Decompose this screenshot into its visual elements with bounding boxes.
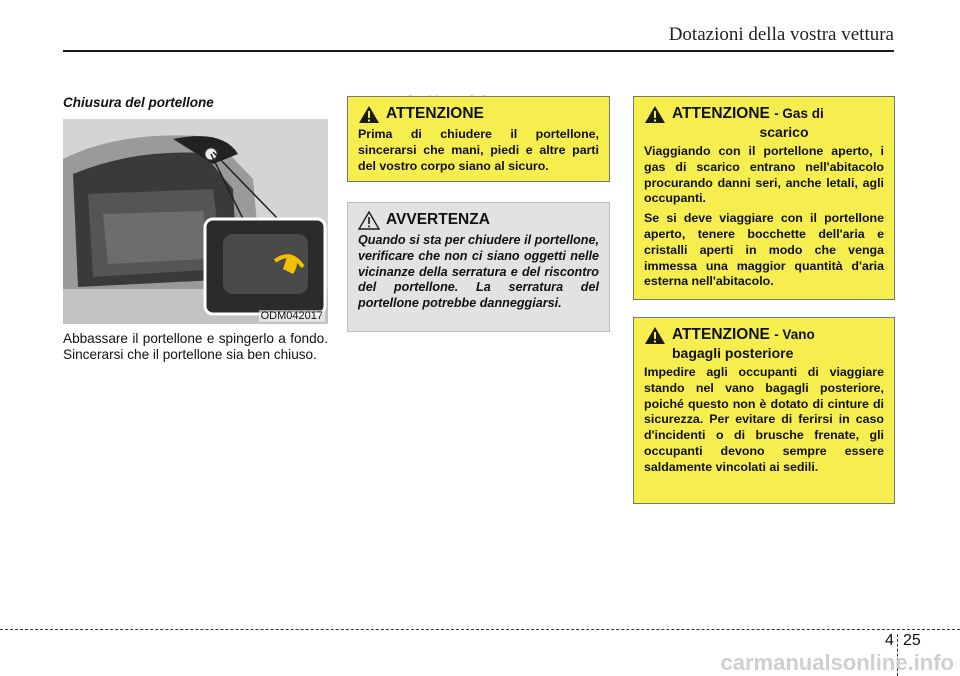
notice-box-title: AVVERTENZA (386, 211, 490, 228)
notice-triangle-icon (358, 211, 380, 230)
warning-box-exhaust (633, 96, 895, 300)
warning-triangle-icon (644, 326, 666, 345)
tailgate-photo (63, 119, 328, 324)
luggage-box-subtitle-a: - Vano (774, 327, 815, 342)
exhaust-box-title: ATTENZIONE (672, 105, 770, 122)
warning-triangle-icon (358, 105, 380, 124)
header-rule (63, 50, 894, 52)
body-text: Abbassare il portellone e spingerlo a fondo. Sincerarsi che il portellone sia ben chiuso. (63, 331, 328, 362)
warning-box-text: Prima di chiudere il portellone, sincerarsi che mani, piedi e altre parti del vostro corpo siano al sicuro. (358, 127, 599, 173)
warning-box-title: ATTENZIONE (386, 105, 484, 122)
luggage-box-text: Impedire agli occupanti di viaggiare stando nel vano bagagli posteriore, poiché questo non è dotato di cinture di sicurezza. Per evitare di ferirsi in caso d'incidenti o di brusche frenate, gli occupanti devono sempre essere saldamente vincolati ai sedili. (644, 365, 884, 474)
exhaust-box-subtitle-b: scarico (759, 124, 809, 140)
page-number: 25 (903, 632, 921, 649)
exhaust-box-para2: Se si deve viaggiare con il portellone aperto, tenere bocchette dell'aria e cristalli aperti in modo che venga immessa una maggior quantità d'aria esterna nell'abitacolo. (644, 211, 884, 289)
notice-box-latch (347, 202, 610, 332)
photo-code: ODM042017 (260, 310, 323, 322)
warning-triangle-icon (644, 105, 666, 124)
warning-box-hands (347, 96, 610, 182)
notice-box-text: Quando si sta per chiudere il portellone, verificare che non ci siano oggetti nelle vicinanze della serratura e del riscontro del portellone. La serratura del portellone potrebbe danneggiarsi. (358, 233, 599, 311)
exhaust-box-para1: Viaggiando con il portellone aperto, i gas di scarico entrano nell'abitacolo procurando danni seri, anche letali, agli occupanti. (644, 144, 884, 206)
luggage-box-title: ATTENZIONE (672, 326, 770, 343)
exhaust-box-subtitle-a: - Gas di (774, 106, 824, 121)
header-title: Dotazioni della vostra vettura (668, 24, 894, 45)
site-footer: carmanualsonline.info (720, 650, 954, 675)
warning-box-luggage (633, 317, 895, 504)
chapter-number: 4 (885, 632, 894, 649)
luggage-box-subtitle-b: bagagli posteriore (672, 345, 794, 361)
section-title: Chiusura del portellone (63, 95, 214, 110)
footer-rule (0, 629, 960, 630)
